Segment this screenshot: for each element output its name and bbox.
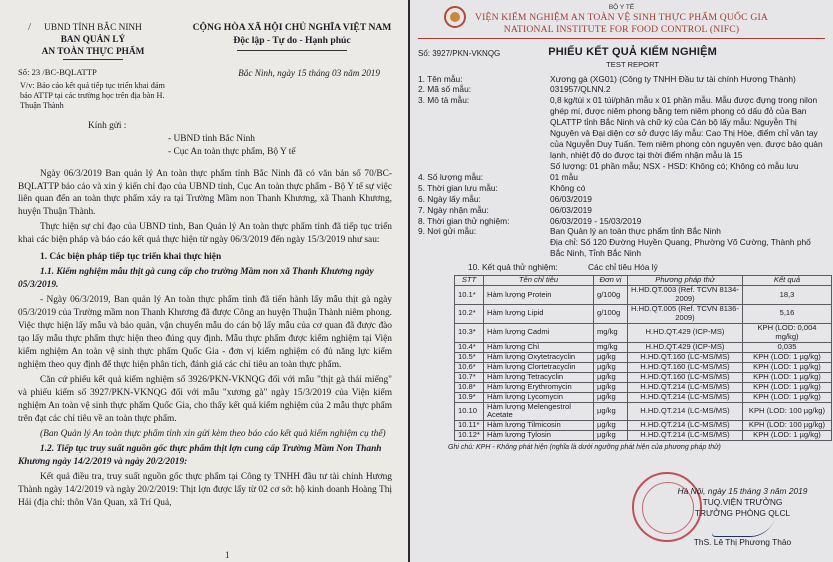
col-indicator: Tên chỉ tiêu	[483, 276, 593, 286]
info-row	[418, 216, 825, 227]
table-row	[455, 304, 832, 323]
row-unit: g/100g	[593, 286, 627, 305]
row-method: H.HD.QT.160 (LC-MS/MS)	[627, 372, 742, 382]
info-label: 9. Nơi gửi mẫu:	[418, 226, 477, 237]
info-row	[418, 161, 825, 172]
info-label: 1. Tên mẫu:	[418, 73, 463, 84]
org-province: UBND TỈNH BẮC NINH	[44, 23, 142, 33]
letter-header	[18, 22, 392, 64]
result-heading: 10. Kết quả thử nghiệm: Các chỉ tiêu Hóa lý	[468, 262, 658, 273]
table-row	[455, 323, 832, 342]
paragraph-2: Thực hiện sự chỉ đạo của UBND tỉnh, Ban Quản lý An toàn thực phẩm tỉnh đã tiếp tục triển khai các biện pháp và báo cáo kết quả thực hiện từ ngày 06/3/2019 đến ngày 15/3/2019 như sau:	[18, 222, 392, 246]
sample-info	[418, 74, 825, 260]
greeting: Kính gửi :	[88, 120, 127, 131]
row-result: KPH (LOD: 1 µg/kg)	[742, 382, 831, 392]
header-rule	[418, 38, 825, 39]
paragraph-5: Kết quả điều tra, truy suất nguồn gốc thực phẩm tại Công ty TNHH đầu tư tài chính Hương Thành ngày 14/2/2019 và ngày 20/2/2019: Thịt lợn được lấy từ 02 cơ sở: hộ kinh doanh Hoàng Thị Hải (địa chỉ: thôn Văn Quan, xã Trí Quả,	[18, 471, 392, 508]
nation-name: CỘNG HÒA XÃ HỘI CHỦ NGHĨA VIỆT NAM	[192, 22, 392, 33]
ministry-name: BỘ Y TẾ	[608, 4, 635, 11]
row-indicator: Hàm lượng Erythromycin	[483, 382, 593, 392]
info-row	[418, 74, 825, 85]
paragraph-3: - Ngày 06/3/2019, Ban quản lý An toàn thực phẩm tỉnh đã tiến hành lấy mẫu thịt gà ngày 05/3/2019 của Trường mầm non Thanh Khương đã được Công an huyện Thuận Thành niêm phong. Việc thực hiện lấy mẫu và bảo quản, vận chuyển mẫu do cán bộ lấy mẫu của cơ quan đã được đào tạo lấy mẫu thực phẩm thực hiện theo đúng quy định. Mẫu thực phẩm được kiểm nghiệm tại Viện kiểm nghiệm An toàn vệ sinh thực phẩm Quốc Gia - đơn vị kiểm nghiệm có đủ năng lực kiểm nghiệm theo quy định để thực hiện phân tích, đánh giá các chỉ tiêu an toàn thực phẩm.	[18, 295, 392, 371]
info-row	[418, 205, 825, 216]
row-unit: g/100g	[593, 304, 627, 323]
col-unit: Đơn vị	[593, 276, 627, 286]
row-stt: 10.7*	[455, 372, 484, 382]
info-value: Địa chỉ: Số 120 Đường Huyền Quang, Phường Võ Cường, Thành phố Bắc Ninh, Tỉnh Bắc Ninh	[550, 237, 811, 259]
row-result: 18,3	[742, 286, 831, 305]
place-and-date: Bắc Ninh, ngày 15 tháng 03 năm 2019	[238, 68, 380, 79]
signer-name: ThS. Lê Thị Phương Thảo	[693, 537, 792, 548]
info-value: 06/03/2019	[550, 193, 592, 204]
info-label	[418, 237, 550, 259]
info-row	[418, 84, 825, 95]
signature-block	[660, 486, 825, 548]
table-row	[455, 372, 832, 382]
row-result: KPH (LOD: 1 µg/kg)	[742, 352, 831, 362]
row-method: H.HD.QT.214 (LC-MS/MS)	[627, 431, 742, 441]
row-indicator: Hàm lượng Clortetracyclin	[483, 362, 593, 372]
sign-date: Hà Nội, ngày 15 tháng 3 năm 2019	[677, 486, 808, 496]
sign-role-1: TUQ.VIỆN TRƯỞNG	[702, 497, 783, 508]
row-indicator: Hàm lượng Melengestrol Acetate	[483, 402, 593, 421]
info-label: 4. Số lượng mẫu:	[418, 171, 484, 182]
results-header-row	[455, 276, 832, 286]
report-number: Số: 3927/PKN-VKNQG	[418, 49, 501, 59]
info-label: 5. Thời gian lưu mẫu:	[418, 182, 498, 193]
page-number: 1	[225, 550, 230, 560]
org-board: BAN QUẢN LÝ	[60, 35, 126, 46]
org-underline	[63, 59, 123, 60]
institute-name-vi: VIỆN KIỂM NGHIỆM AN TOÀN VỆ SINH THỰC PHẨM QUỐC GIA	[474, 12, 769, 24]
row-method: H.HD.QT.214 (LC-MS/MS)	[627, 421, 742, 431]
report-title: PHIẾU KẾT QUẢ KIỂM NGHIỆM	[548, 46, 718, 59]
info-value: 0,8 kg/túi x 01 túi/phân mẫu x 01 phần mẫu. Mẫu được đựng trong nilon ghép mí, được niêm phong bằng tem niêm phong có dấu đỏ của Ban QLATTP tỉnh Bắc Ninh và chữ ký của Cán bộ lấy mẫu: Nguyễn Thị Nguyên và Đại diện cơ sở được lấy mẫu: Cao Thị Hòe, điểm chỉ vân tay của Nguyễn Duy Tuấn. Tem niêm phong còn nguyên vẹn. được bảo quản lạnh, nhiệt độ do được tại thời điểm nhận mẫu là 15	[550, 95, 823, 160]
info-row	[418, 237, 825, 259]
row-method: H.HD.QT.003 (Ref. TCVN 8134-2009)	[627, 286, 742, 305]
row-indicator: Hàm lượng Lipid	[483, 304, 593, 323]
row-unit: µg/kg	[593, 362, 627, 372]
document-number: Số: 23 /BC-BQLATTP	[18, 67, 97, 78]
info-value: 06/03/2019 - 15/03/2019	[550, 215, 642, 226]
row-unit: µg/kg	[593, 421, 627, 431]
row-indicator: Hàm lượng Protein	[483, 286, 593, 305]
col-result: Kết quả	[742, 276, 831, 286]
nation-motto: Độc lập - Tự do - Hạnh phúc	[233, 34, 351, 46]
recipient-1: - UBND tỉnh Bắc Ninh	[168, 133, 255, 144]
table-row	[455, 392, 832, 402]
row-result: KPH (LOD: 1 µg/kg)	[742, 362, 831, 372]
row-unit: µg/kg	[593, 392, 627, 402]
info-value: 06/03/2019	[550, 204, 592, 215]
handwritten-mark: /	[28, 21, 32, 33]
paragraph-4: Căn cứ phiếu kết quả kiểm nghiệm số 3926/PKN-VKNQG đối với mẫu "thịt gà thái miếng" và phiếu kiểm số 3927/PKN-VKNQG đối với mẫu "xương gà" ngày 15/3/2019 của Viện kiểm nghiệm An toàn vệ sinh thực phẩm Quốc Gia, cho thấy kết quả kiểm nghiệm của 2 mẫu thực phẩm trên đạt các chỉ tiêu về an toàn thực phẩm.	[18, 375, 392, 424]
table-row	[455, 352, 832, 362]
row-unit: mg/kg	[593, 323, 627, 342]
row-indicator: Hàm lượng Chì	[483, 342, 593, 352]
row-method: H.HD.QT.214 (LC-MS/MS)	[627, 392, 742, 402]
table-row	[455, 342, 832, 352]
info-value: Ban Quản lý an toàn thực phẩm tỉnh Bắc Ninh	[550, 226, 721, 237]
row-indicator: Hàm lượng Oxytetracyclin	[483, 352, 593, 362]
section-1-heading: 1. Các biện pháp tiếp tục triển khai thực hiện	[40, 252, 222, 263]
row-stt: 10.10	[455, 402, 484, 421]
handwritten-signature	[710, 519, 775, 537]
attachment-note: (Ban Quản lý An toàn thực phẩm tỉnh xin gửi kèm theo báo cáo kết quả kiểm nghiệm cụ thể)	[40, 428, 386, 439]
row-stt: 10.11*	[455, 421, 484, 431]
motto-underline	[237, 50, 347, 51]
info-label: 7. Ngày nhận mẫu:	[418, 204, 489, 215]
row-stt: 10.4*	[455, 342, 484, 352]
info-label: 8. Thời gian thử nghiệm:	[418, 215, 510, 226]
recipient-2: - Cục An toàn thực phẩm, Bộ Y tế	[168, 146, 296, 157]
row-stt: 10.12*	[455, 431, 484, 441]
row-unit: µg/kg	[593, 372, 627, 382]
report-subtitle: TEST REPORT	[606, 59, 660, 69]
section-1-2-heading: 1.2. Tiếp tục truy suất nguồn gốc thực phẩm thịt lợn cung cấp Trường Mầm Non Thanh Khương ngày 14/2/2019 và ngày 20/2/2019:	[18, 443, 382, 467]
paragraph-1: Ngày 06/3/2019 Ban quản lý An toàn thực phẩm tỉnh Bắc Ninh đã có văn bản số 70/BC-BQLATTP báo cáo và xin ý kiến chỉ đạo của UBND tỉnh, Cục An toàn thực phẩm - Bộ Y tế sự việc liên quan đến an toàn thực phẩm xảy ra tại Trường Mầm non Thanh Khương, xã Thanh Khương, huyện Thuận Thành.	[18, 168, 392, 218]
row-indicator: Hàm lượng Cadmi	[483, 323, 593, 342]
col-stt: STT	[455, 276, 484, 286]
table-row	[455, 431, 832, 441]
row-stt: 10.2*	[455, 304, 484, 323]
sign-role-2: TRƯỞNG PHÒNG QLCL	[694, 508, 791, 519]
national-motto	[192, 22, 392, 64]
row-method: H.HD.QT.160 (LC-MS/MS)	[627, 362, 742, 372]
info-label: 6. Ngày lấy mẫu:	[418, 193, 481, 204]
row-unit: µg/kg	[593, 402, 627, 421]
row-result: KPH (LOD: 1 µg/kg)	[742, 392, 831, 402]
row-method: H.HD.QT.429 (ICP-MS)	[627, 342, 742, 352]
info-value: 01 mẫu	[550, 171, 578, 182]
row-unit: µg/kg	[593, 352, 627, 362]
info-row	[418, 194, 825, 205]
row-stt: 10.9*	[455, 392, 484, 402]
info-label: 2. Mã số mẫu:	[418, 84, 472, 95]
info-label	[418, 161, 550, 172]
col-method: Phương pháp thử	[627, 276, 742, 286]
info-row	[418, 226, 825, 237]
row-stt: 10.6*	[455, 362, 484, 372]
row-indicator: Hàm lượng Lycomycin	[483, 392, 593, 402]
org-food-safety: AN TOÀN THỰC PHẨM	[41, 47, 145, 58]
table-row	[455, 382, 832, 392]
institute-header	[418, 4, 825, 36]
row-unit: µg/kg	[593, 382, 627, 392]
info-value: Số lượng: 01 phần mẫu; NSX - HSD: Không có; Không có mẫu lưu	[550, 160, 799, 171]
institute-logo-icon	[444, 6, 466, 28]
row-method: H.HD.QT.214 (LC-MS/MS)	[627, 382, 742, 392]
letter-meta	[18, 67, 392, 110]
info-value: 031957/QLNN.2	[550, 84, 611, 95]
info-value: Xương gà (XG01) (Công ty TNHH Đầu tư tài chính Hương Thành)	[550, 73, 796, 84]
row-method: H.HD.QT.214 (LC-MS/MS)	[627, 402, 742, 421]
row-unit: µg/kg	[593, 431, 627, 441]
info-value: Không có	[550, 182, 586, 193]
document-subject: V/v: Báo cáo kết quả tiếp tục triển khai đảm bảo ATTP tại các trường học trên địa bàn H. Thuận Thành	[20, 81, 165, 110]
row-method: H.HD.QT.429 (ICP-MS)	[627, 323, 742, 342]
row-stt: 10.1*	[455, 286, 484, 305]
test-report-sheet	[410, 0, 833, 562]
institute-name-en: NATIONAL INSTITUTE FOR FOOD CONTROL (NIFC)	[503, 23, 740, 35]
results-table	[454, 275, 832, 441]
section-1-1-heading: 1.1. Kiểm nghiệm mẫu thịt gà cung cấp cho trường Mầm non xã Thanh Khương ngày 05/3/2019.	[18, 267, 374, 291]
row-result: KPH (LOD: 0,004 mg/kg)	[742, 323, 831, 342]
row-result: 5,16	[742, 304, 831, 323]
table-note: Ghi chú: KPH - Không phát hiện (nghĩa là dưới ngưỡng phát hiện của phương pháp thử)	[448, 444, 721, 452]
info-row	[418, 183, 825, 194]
official-report-letter	[0, 0, 408, 562]
row-result: KPH (LOD: 1 µg/kg)	[742, 431, 831, 441]
table-row	[455, 421, 832, 431]
table-row	[455, 286, 832, 305]
row-indicator: Hàm lượng Tilmicosin	[483, 421, 593, 431]
table-row	[455, 362, 832, 372]
row-unit: mg/kg	[593, 342, 627, 352]
issuing-organization	[18, 22, 168, 64]
info-row	[418, 172, 825, 183]
row-result: KPH (LOD: 100 µg/kg)	[742, 402, 831, 421]
row-stt: 10.8*	[455, 382, 484, 392]
info-label: 3. Mô tả mẫu:	[418, 95, 470, 106]
row-result: KPH (LOD: 100 µg/kg)	[742, 421, 831, 431]
row-method: H.HD.QT.160 (LC-MS/MS)	[627, 352, 742, 362]
row-result: KPH (LOD: 1 µg/kg)	[742, 372, 831, 382]
table-row	[455, 402, 832, 421]
row-indicator: Hàm lượng Tylosin	[483, 431, 593, 441]
row-stt: 10.3*	[455, 323, 484, 342]
row-stt: 10.5*	[455, 352, 484, 362]
row-indicator: Hàm lượng Tetracyclin	[483, 372, 593, 382]
info-row	[418, 95, 825, 161]
row-method: H.HD.QT.005 (Ref. TCVN 8136-2009)	[627, 304, 742, 323]
row-result: 0,035	[742, 342, 831, 352]
